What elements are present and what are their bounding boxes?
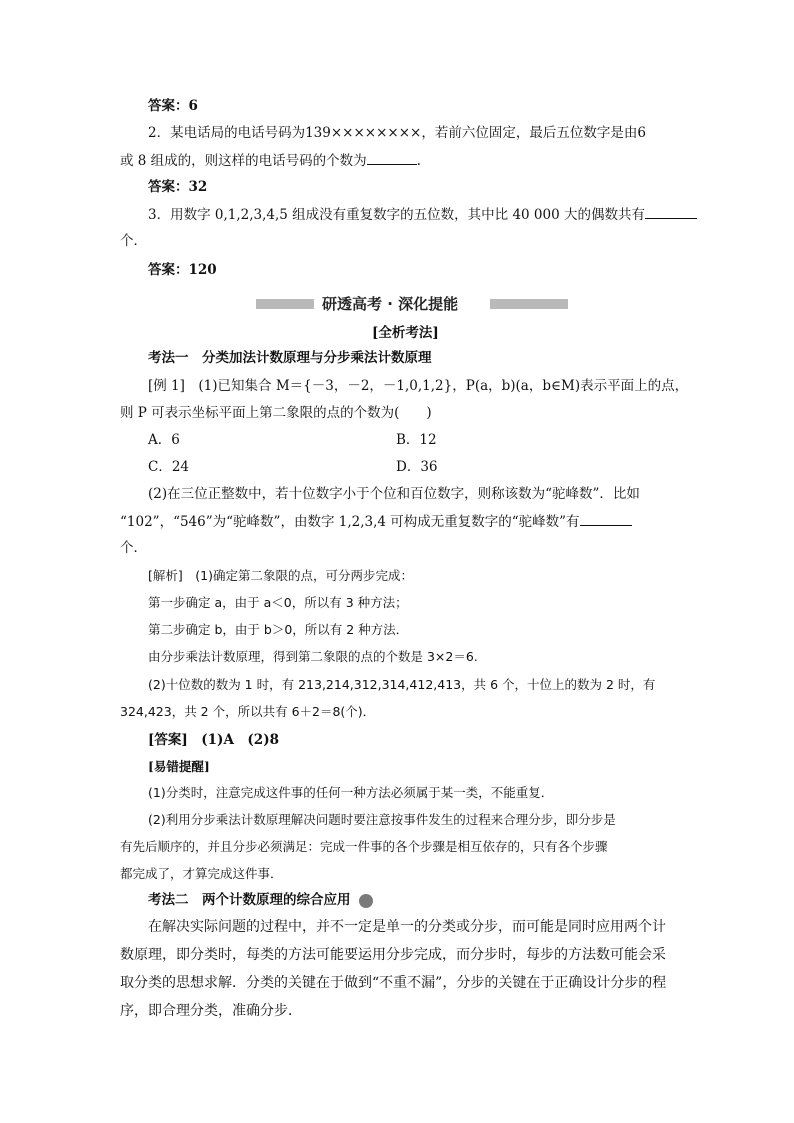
tip-2-line-2: 有先后顺序的，并且分步必须满足：完成一件事的各个步骤是相互依存的，只有各个步骤 — [120, 839, 608, 854]
options-row-2 — [148, 457, 708, 477]
question-3-text: 3．用数字 0,1,2,3,4,5 组成没有重复数字的五位数，其中比 40 000 大的偶数共有 — [148, 207, 645, 223]
banner-title: 研透高考 · 深化提能 — [322, 295, 459, 313]
analysis-line-3: 第二步确定 b，由于 b＞0，所以有 2 种方法． — [148, 622, 409, 637]
options-row-1 — [148, 430, 708, 450]
method-2-paragraph-line-4: 序，即合理分类，准确分步． — [120, 1003, 302, 1019]
analysis-line-2: 第一步确定 a，由于 a＜0，所以有 3 种方法； — [148, 595, 408, 610]
analysis-line-6: 324,423，共 2 个，所以共有 6＋2＝8(个)． — [120, 704, 376, 719]
example-1-line-1: [例 1] (1)已知集合 M＝{－3，－2，－1,0,1,2}，P(a，b)(a，b∈M)表示平面上的点， — [148, 378, 689, 394]
analysis-line-1: [解析] (1)确定第二象限的点，可分两步完成： — [148, 568, 413, 583]
option-c: C．24 — [148, 459, 190, 475]
method-2-title: 考法二 两个计数原理的综合应用 — [148, 892, 351, 908]
answer-blank — [580, 511, 632, 526]
option-d: D．36 — [396, 459, 438, 475]
method-2-heading — [148, 890, 708, 910]
answer-label: [答案] (1)A (2)8 — [148, 732, 279, 748]
circle-marker-icon — [359, 894, 373, 908]
section-subtitle: [全析考法] — [372, 325, 439, 341]
tip-2-line-1: (2)利用分步乘法计数原理解决问题时要注意按事件发生的过程来合理分步，即分步是 — [148, 812, 616, 827]
question-2-line-2 — [120, 150, 680, 171]
analysis-line-5: (2)十位数的数为 1 时，有 213,214,312,314,412,413，共 6 个，十位上的数为 2 时，有 — [148, 677, 656, 692]
example-1-part-2-text: “102”，“546”为“驼峰数”，由数字 1,2,3,4 可构成无重复数字的“驼峰数”有 — [120, 514, 580, 530]
answer-2: 答案：32 — [148, 179, 208, 195]
method-2-paragraph-line-2: 数原理，即分类时，每类的方法可能要运用分步完成，而分步时，每步的方法数可能会采 — [120, 947, 666, 963]
example-1-line-2: 则 P 可表示坐标平面上第二象限的点的个数为( ) — [120, 405, 432, 421]
method-2-paragraph-line-3: 取分类的思想求解．分类的关键在于做到“不重不漏”，分步的关键在于正确设计分步的程 — [120, 975, 667, 991]
answer-blank — [367, 150, 417, 165]
question-2-line-1: 2．某电话局的电话号码为139××××××××，若前六位固定，最后五位数字是由6 — [148, 125, 646, 141]
question-3-line-2: 个． — [120, 233, 147, 249]
tips-heading: [易错提醒] — [148, 759, 210, 774]
option-b: B．12 — [396, 432, 437, 448]
option-a: A．6 — [148, 432, 180, 448]
example-1-part-2-line-2 — [120, 511, 680, 532]
section-banner — [256, 294, 568, 314]
tip-1: (1)分类时，注意完成这件事的任何一种方法必须属于某一类，不能重复． — [148, 785, 554, 800]
banner-bar-right — [490, 299, 568, 309]
method-2-paragraph-line-1: 在解决实际问题的过程中，并不一定是单一的分类或分步，而可能是同时应用两个计 — [148, 919, 666, 935]
answer-blank — [645, 204, 697, 219]
question-3-line-1 — [148, 204, 708, 225]
tip-2-line-3: 都完成了，才算完成这件事． — [120, 866, 283, 881]
question-2-period: . — [416, 153, 421, 169]
question-2-text: 或 8 组成的，则这样的电话号码的个数为 — [120, 153, 367, 169]
analysis-line-4: 由分步乘法计数原理，得到第二象限的点的个数是 3×2＝6. — [148, 649, 478, 664]
answer-1: 答案：6 — [148, 98, 198, 114]
method-1-heading: 考法一 分类加法计数原理与分步乘法计数原理 — [148, 350, 432, 366]
example-1-part-2-line-1: (2)在三位正整数中，若十位数字小于个位和百位数字，则称该数为“驼峰数”．比如 — [148, 486, 640, 502]
banner-bar-left — [256, 299, 314, 309]
example-1-part-2-line-3: 个． — [120, 540, 147, 556]
answer-3: 答案：120 — [148, 262, 217, 278]
